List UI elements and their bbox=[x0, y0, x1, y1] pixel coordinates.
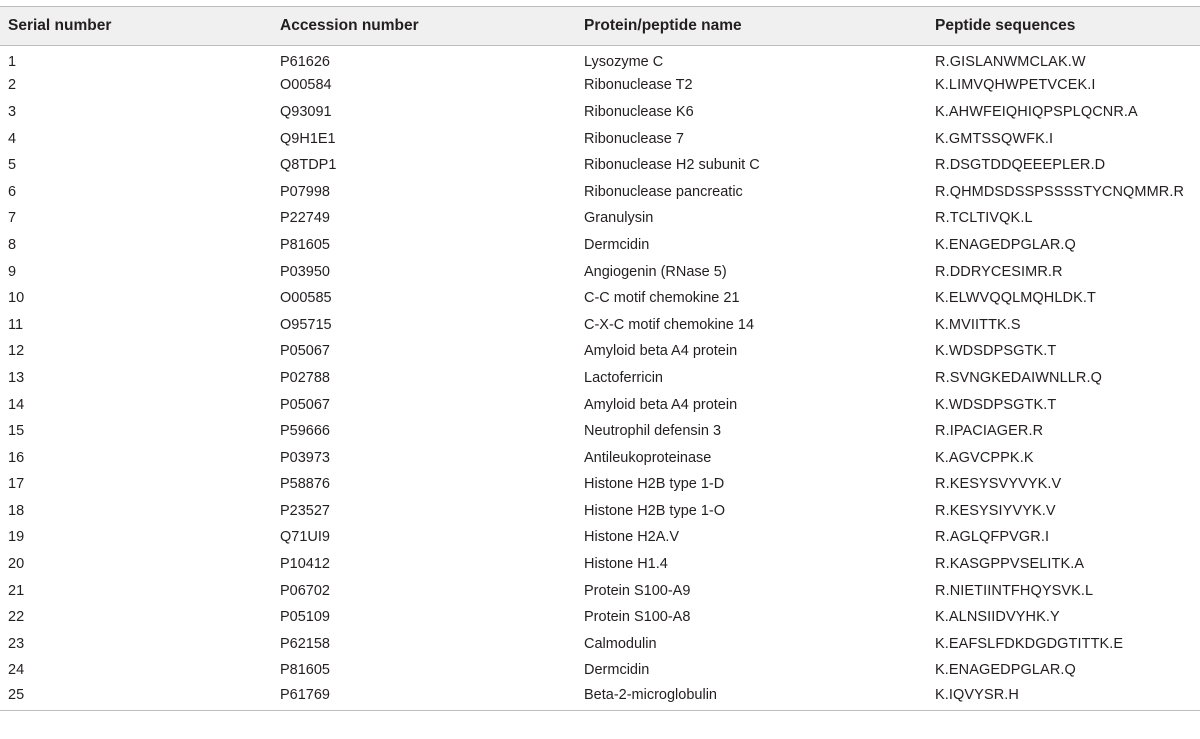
serial-number-cell: 20 bbox=[8, 556, 25, 573]
serial-number-cell: 10 bbox=[8, 290, 25, 307]
peptide-table-container bbox=[0, 6, 1200, 739]
protein-name-cell: Neutrophil defensin 3 bbox=[584, 423, 722, 440]
table-row bbox=[0, 311, 1200, 338]
accession-number-cell: Q9H1E1 bbox=[280, 130, 336, 147]
peptide-sequence-cell: R.KASGPPVSELITK.A bbox=[935, 556, 1085, 573]
peptide-sequence-cell: K.AGVCPPK.K bbox=[935, 449, 1034, 466]
serial-number-cell: 23 bbox=[8, 635, 25, 652]
peptide-sequence-cell: K.EAFSLFDKDGDGTITTK.E bbox=[935, 635, 1124, 652]
table-row bbox=[0, 524, 1200, 551]
table-row bbox=[0, 285, 1200, 312]
peptide-sequence-cell: R.TCLTIVQK.L bbox=[935, 210, 1033, 227]
serial-number-cell: 6 bbox=[8, 183, 17, 200]
table-row bbox=[0, 604, 1200, 631]
accession-number-cell: P05109 bbox=[280, 609, 330, 626]
protein-name-cell: Histone H1.4 bbox=[584, 556, 668, 573]
peptide-sequence-cell: R.AGLQFPVGR.I bbox=[935, 529, 1050, 546]
table-row bbox=[0, 205, 1200, 232]
table-row bbox=[0, 125, 1200, 152]
peptide-sequence-cell: K.MVIITTK.S bbox=[935, 316, 1021, 333]
peptide-sequence-cell: K.IQVYSR.H bbox=[927, 684, 1200, 711]
table-row bbox=[0, 258, 1200, 285]
accession-number-cell: P06702 bbox=[280, 582, 330, 599]
serial-number-cell: 5 bbox=[8, 157, 17, 174]
serial-number-cell: 4 bbox=[8, 130, 17, 147]
protein-name-cell: Amyloid beta A4 protein bbox=[584, 396, 738, 413]
protein-name-cell: Dermcidin bbox=[584, 236, 650, 253]
accession-number-cell: P81605 bbox=[280, 236, 330, 253]
serial-number-cell: 3 bbox=[8, 103, 17, 120]
peptide-table bbox=[0, 6, 1200, 711]
peptide-sequence-cell: R.KESYSVYVYK.V bbox=[935, 476, 1062, 493]
peptide-sequence-cell: K.ENAGEDPGLAR.Q bbox=[935, 236, 1076, 253]
header-peptide-sequences: Peptide sequences bbox=[927, 7, 1200, 46]
table-row bbox=[0, 46, 1200, 73]
serial-number-cell: 22 bbox=[8, 609, 25, 626]
accession-number-cell: P05067 bbox=[280, 396, 330, 413]
serial-number-cell: 8 bbox=[8, 236, 17, 253]
protein-name-cell: Histone H2B type 1-D bbox=[584, 476, 725, 493]
accession-number-cell: P81605 bbox=[280, 662, 330, 679]
peptide-sequence-cell: R.DSGTDDQEEEPLER.D bbox=[935, 157, 1106, 174]
protein-name-cell: Calmodulin bbox=[584, 635, 657, 652]
accession-number-cell: P22749 bbox=[280, 210, 330, 227]
table-row bbox=[0, 338, 1200, 365]
accession-number-cell: P02788 bbox=[280, 369, 330, 386]
peptide-sequence-cell: R.SVNGKEDAIWNLLR.Q bbox=[935, 369, 1102, 386]
protein-name-cell: Ribonuclease pancreatic bbox=[584, 183, 743, 200]
table-row bbox=[0, 657, 1200, 684]
table-body bbox=[0, 46, 1200, 711]
accession-number-cell: P58876 bbox=[280, 476, 330, 493]
peptide-sequence-cell: R.KESYSIYVYK.V bbox=[935, 502, 1056, 519]
accession-number-cell: O95715 bbox=[280, 316, 332, 333]
header-serial-number: Serial number bbox=[0, 7, 272, 46]
protein-name-cell: Ribonuclease 7 bbox=[584, 130, 684, 147]
header-row bbox=[0, 7, 1200, 46]
protein-name-cell: Antileukoproteinase bbox=[584, 449, 712, 466]
accession-number-cell: P03950 bbox=[280, 263, 330, 280]
accession-number-cell: P03973 bbox=[280, 449, 330, 466]
table-row bbox=[0, 365, 1200, 392]
serial-number-cell: 17 bbox=[8, 476, 25, 493]
serial-number-cell: 15 bbox=[8, 423, 25, 440]
protein-name-cell: Angiogenin (RNase 5) bbox=[584, 263, 727, 280]
accession-number-cell: P10412 bbox=[280, 556, 330, 573]
peptide-sequence-cell: K.AHWFEIQHIQPSPLQCNR.A bbox=[935, 103, 1138, 120]
accession-number-cell: P59666 bbox=[280, 423, 330, 440]
protein-name-cell: Protein S100-A8 bbox=[584, 609, 691, 626]
accession-number-cell: Q71UI9 bbox=[280, 529, 330, 546]
table-row bbox=[0, 391, 1200, 418]
protein-name-cell: Protein S100-A9 bbox=[584, 582, 691, 599]
peptide-sequence-cell: K.ELWVQQLMQHLDK.T bbox=[935, 290, 1096, 307]
protein-name-cell: Lactoferricin bbox=[584, 369, 663, 386]
serial-number-cell: 14 bbox=[8, 396, 25, 413]
table-row bbox=[0, 178, 1200, 205]
serial-number-cell: 9 bbox=[8, 263, 17, 280]
protein-name-cell: Amyloid beta A4 protein bbox=[584, 343, 738, 360]
serial-number-cell: 13 bbox=[8, 369, 25, 386]
accession-number-cell: P62158 bbox=[280, 635, 330, 652]
header-protein-name: Protein/peptide name bbox=[576, 7, 927, 46]
protein-name-cell: Lysozyme C bbox=[584, 54, 664, 71]
serial-number-cell: 7 bbox=[8, 210, 17, 227]
protein-name-cell: Beta-2-microglobulin bbox=[576, 684, 927, 711]
table-row bbox=[0, 631, 1200, 658]
protein-name-cell: Ribonuclease H2 subunit C bbox=[584, 157, 760, 174]
accession-number-cell: P07998 bbox=[280, 183, 330, 200]
protein-name-cell: C-X-C motif chemokine 14 bbox=[584, 316, 755, 333]
table-row bbox=[0, 152, 1200, 179]
table-row bbox=[0, 471, 1200, 498]
protein-name-cell: Histone H2A.V bbox=[584, 529, 680, 546]
serial-number-cell: 25 bbox=[0, 684, 272, 711]
accession-number-cell: Q93091 bbox=[280, 103, 332, 120]
peptide-sequence-cell: R.GISLANWMCLAK.W bbox=[935, 54, 1086, 71]
accession-number-cell: O00584 bbox=[280, 77, 332, 94]
peptide-sequence-cell: K.ENAGEDPGLAR.Q bbox=[935, 662, 1076, 679]
protein-name-cell: Dermcidin bbox=[584, 662, 650, 679]
table-row bbox=[0, 418, 1200, 445]
accession-number-cell: P61769 bbox=[272, 684, 576, 711]
accession-number-cell: P61626 bbox=[280, 54, 330, 71]
table-row bbox=[0, 551, 1200, 578]
peptide-sequence-cell: K.LIMVQHWPETVCEK.I bbox=[935, 77, 1096, 94]
peptide-sequence-cell: K.GMTSSQWFK.I bbox=[935, 130, 1054, 147]
protein-name-cell: Ribonuclease T2 bbox=[584, 77, 693, 94]
accession-number-cell: P23527 bbox=[280, 502, 330, 519]
peptide-sequence-cell: R.QHMDSDSSPSSSSTYCNQMMR.R bbox=[935, 183, 1185, 200]
serial-number-cell: 1 bbox=[8, 54, 17, 71]
accession-number-cell: Q8TDP1 bbox=[280, 157, 337, 174]
protein-name-cell: Ribonuclease K6 bbox=[584, 103, 694, 120]
table-row bbox=[0, 577, 1200, 604]
protein-name-cell: Histone H2B type 1-O bbox=[584, 502, 726, 519]
peptide-sequence-cell: R.IPACIAGER.R bbox=[935, 423, 1044, 440]
peptide-sequence-cell: K.ALNSIIDVYHK.Y bbox=[935, 609, 1060, 626]
serial-number-cell: 16 bbox=[8, 449, 25, 466]
table-header bbox=[0, 7, 1200, 46]
peptide-sequence-cell: K.WDSDPSGTK.T bbox=[935, 343, 1057, 360]
peptide-sequence-cell: R.DDRYCESIMR.R bbox=[935, 263, 1063, 280]
table-row bbox=[0, 232, 1200, 259]
serial-number-cell: 18 bbox=[8, 502, 25, 519]
protein-name-cell: Granulysin bbox=[584, 210, 654, 227]
serial-number-cell: 11 bbox=[8, 316, 24, 333]
table-row bbox=[0, 684, 1200, 711]
table-row bbox=[0, 72, 1200, 99]
protein-name-cell: C-C motif chemokine 21 bbox=[584, 290, 740, 307]
serial-number-cell: 21 bbox=[8, 582, 25, 599]
table-row bbox=[0, 444, 1200, 471]
serial-number-cell: 19 bbox=[8, 529, 25, 546]
peptide-sequence-cell: R.NIETIINTFHQYSVK.L bbox=[935, 582, 1094, 599]
table-row bbox=[0, 99, 1200, 126]
serial-number-cell: 24 bbox=[8, 662, 25, 679]
accession-number-cell: O00585 bbox=[280, 290, 332, 307]
serial-number-cell: 12 bbox=[8, 343, 25, 360]
table-row bbox=[0, 498, 1200, 525]
header-accession-number: Accession number bbox=[272, 7, 576, 46]
peptide-sequence-cell: K.WDSDPSGTK.T bbox=[935, 396, 1057, 413]
serial-number-cell: 2 bbox=[8, 77, 17, 94]
accession-number-cell: P05067 bbox=[280, 343, 330, 360]
